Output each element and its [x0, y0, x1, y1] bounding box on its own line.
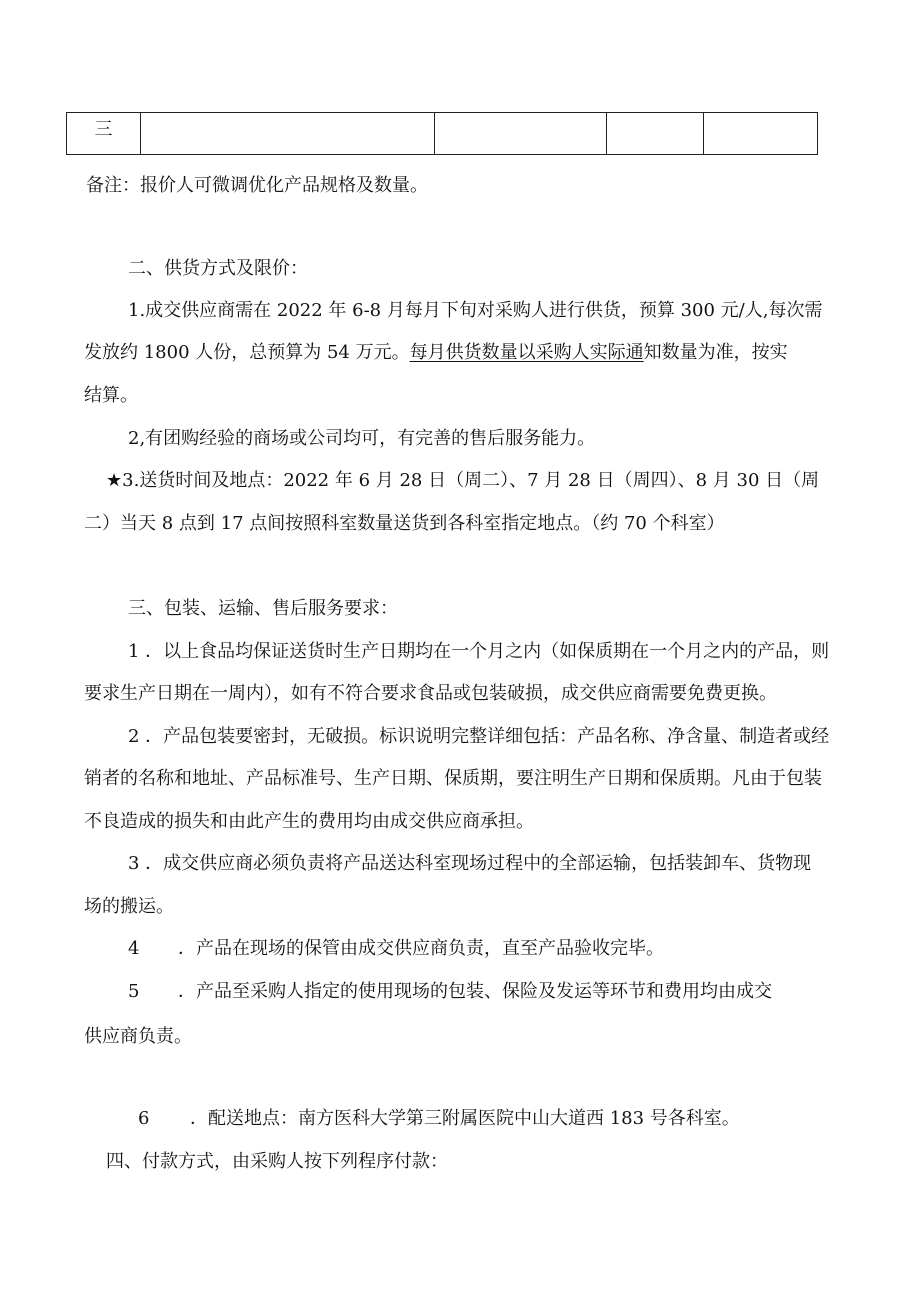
table-cell-index: 三	[67, 113, 141, 155]
section3-heading: 三、包装、运输、售后服务要求：	[128, 598, 398, 619]
section3-item2-line3: 不良造成的损失和由此产生的费用均由成交供应商承担。	[84, 811, 534, 832]
star-icon: ★	[106, 470, 123, 491]
section2-item1-line2-b: 知数量为准，按实	[643, 342, 788, 363]
section3-item1-line1: 1 ．以上食品均保证送货时生产日期均在一个月之内（如保质期在一个月之内的产品，则	[128, 641, 830, 662]
section2-item3-line2: 二）当天 8 点到 17 点间按照科室数量送货到各科室指定地点。（约 70 个科室）	[84, 513, 725, 534]
section2-item3-line1	[106, 469, 819, 493]
items-table	[66, 112, 818, 155]
section2-item1-line2	[84, 341, 788, 365]
section2-item3-text: 3.送货时间及地点：2022 年 6 月 28 日（周二）、7 月 28 日（周四）、8 月 30 日（周	[122, 470, 820, 491]
underlined-text: 每月供货数量以采购人实际通	[409, 342, 644, 363]
section2-item1-line3: 结算。	[84, 385, 138, 406]
section3-item6-text: ．配送地点：南方医科大学第三附属医院中山大道西 183 号各科室。	[190, 1108, 740, 1129]
section3-item3-line1: 3 ．成交供应商必须负责将产品送达科室现场过程中的全部运输，包括装卸车、货物现	[128, 853, 812, 874]
section2-item1-line1: 1.成交供应商需在 2022 年 6-8 月每月下旬对采购人进行供货，预算 300 元/人,每次需	[128, 300, 823, 321]
section3-item4-num: 4	[128, 938, 140, 959]
section2-item2: 2,有团购经验的商场或公司均可，有完善的售后服务能力。	[128, 428, 596, 449]
section3-item2-line2: 销者的名称和地址、产品标准号、生产日期、保质期，要注明生产日期和保质期。凡由于包装	[84, 768, 822, 789]
section3-item5-num: 5	[128, 981, 140, 1002]
section2-item1-line2-a: 发放约 1800 人份，总预算为 54 万元。	[84, 342, 410, 363]
section3-item3-line2: 场的搬运。	[84, 896, 174, 917]
section3-item4-text: ．产品在现场的保管由成交供应商负责，直至产品验收完毕。	[178, 938, 664, 959]
table-cell	[435, 113, 607, 155]
table-cell	[141, 113, 435, 155]
note-text: 备注：报价人可微调优化产品规格及数量。	[86, 175, 428, 196]
section3-item2-line1: 2 ．产品包装要密封，无破损。标识说明完整详细包括：产品名称、净含量、制造者或经	[128, 726, 830, 747]
section3-item5-line1: ．产品至采购人指定的使用现场的包装、保险及发运等环节和费用均由成交	[178, 981, 772, 1002]
section3-item6-num: 6	[138, 1108, 150, 1129]
section3-item1-line2: 要求生产日期在一周内），如有不符合要求食品或包装破损，成交供应商需要免费更换。	[84, 683, 777, 704]
table-cell	[704, 113, 818, 155]
section4-heading: 四、付款方式，由采购人按下列程序付款：	[106, 1151, 448, 1172]
section2-heading: 二、供货方式及限价：	[128, 258, 308, 279]
table-row	[67, 113, 818, 155]
table-cell	[607, 113, 704, 155]
section3-item5-line2: 供应商负责。	[84, 1026, 192, 1047]
